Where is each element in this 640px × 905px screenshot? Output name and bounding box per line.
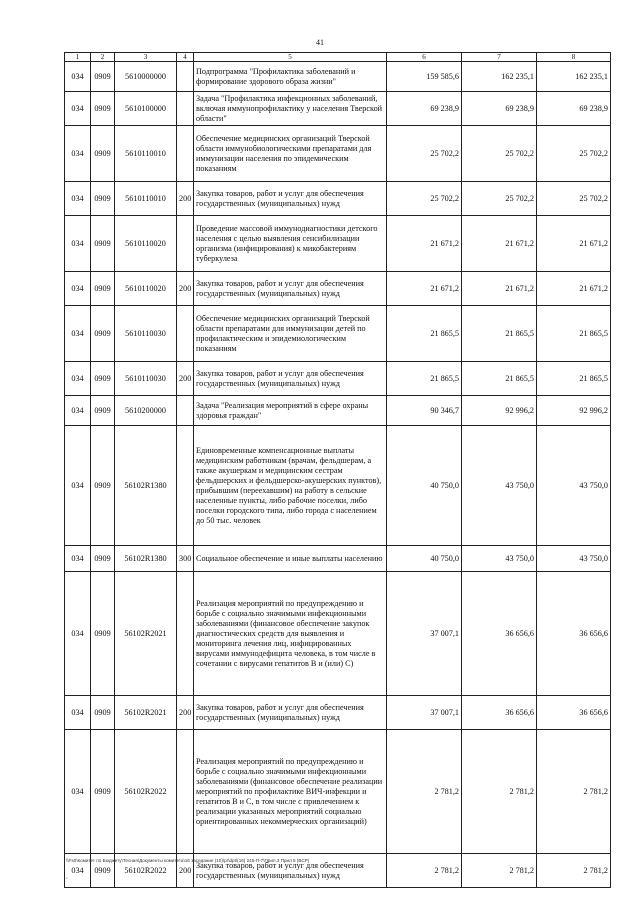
amount-cell-year1: 2 781,2 (387, 730, 462, 854)
description-cell: Закупка товаров, работ и услуг для обеспечения государственных (муниципальных) нужд (194, 182, 387, 216)
amount-cell-year2: 92 996,2 (462, 396, 537, 426)
code-cell-admin: 034 (65, 126, 91, 182)
code-cell-section: 0909 (91, 426, 115, 546)
amount-cell-year1: 21 865,5 (387, 362, 462, 396)
code-cell-admin: 034 (65, 216, 91, 272)
code-cell-admin: 034 (65, 696, 91, 730)
amount-cell-year1: 37 007,1 (387, 572, 462, 696)
header-cell: 1 (65, 53, 91, 62)
amount-cell-year1: 90 346,7 (387, 396, 462, 426)
code-cell-expense-type: 200 (177, 182, 194, 216)
amount-cell-year2: 162 235,1 (462, 62, 537, 92)
description-cell: Социальное обеспечение и иные выплаты населению (194, 546, 387, 572)
amount-cell-year3: 162 235,1 (537, 62, 611, 92)
code-cell-target: 5610110010 (115, 182, 177, 216)
code-cell-target: 56102R2022 (115, 730, 177, 854)
table-row (65, 272, 611, 306)
code-cell-target: 5610000000 (115, 62, 177, 92)
amount-cell-year3: 21 865,5 (537, 306, 611, 362)
amount-cell-year1: 40 750,0 (387, 426, 462, 546)
header-cell: 3 (115, 53, 177, 62)
code-cell-expense-type: 200 (177, 854, 194, 888)
code-cell-admin: 034 (65, 182, 91, 216)
code-cell-target: 5610110010 (115, 126, 177, 182)
amount-cell-year3: 25 702,2 (537, 182, 611, 216)
amount-cell-year2: 43 750,0 (462, 426, 537, 546)
amount-cell-year2: 2 781,2 (462, 730, 537, 854)
header-cell: 4 (177, 53, 194, 62)
amount-cell-year2: 21 865,5 (462, 362, 537, 396)
amount-cell-year2: 43 750,0 (462, 546, 537, 572)
amount-cell-year3: 69 238,9 (537, 92, 611, 126)
description-cell: Обеспечение медицинских организаций Тверской области иммунобиологическими препаратами для иммунизации населения по эпидемическим показаниям (194, 126, 387, 182)
code-cell-expense-type (177, 216, 194, 272)
code-cell-admin: 034 (65, 546, 91, 572)
code-cell-admin: 034 (65, 426, 91, 546)
code-cell-section: 0909 (91, 362, 115, 396)
amount-cell-year3: 36 656,6 (537, 696, 611, 730)
table-row (65, 572, 611, 696)
amount-cell-year2: 2 781,2 (462, 854, 537, 888)
file-path-footer: \\Fs0\Комитет по Бюджету\Тесная\Документы комитета\16 заседание (10)\pr\dpt\(16) 245-П-7\Прил.3 Прил 5 (ВСР) (66, 858, 310, 863)
amount-cell-year2: 36 656,6 (462, 572, 537, 696)
description-cell: Задача "Реализация мероприятий в сфере охраны здоровья граждан" (194, 396, 387, 426)
budget-table (64, 52, 611, 888)
amount-cell-year3: 25 702,2 (537, 126, 611, 182)
header-cell: 6 (387, 53, 462, 62)
code-cell-expense-type (177, 730, 194, 854)
code-cell-target: 5610110020 (115, 216, 177, 272)
amount-cell-year1: 159 585,6 (387, 62, 462, 92)
description-cell: Закупка товаров, работ и услуг для обеспечения государственных (муниципальных) нужд (194, 854, 387, 888)
table-row (65, 92, 611, 126)
header-row (65, 53, 611, 62)
code-cell-target: 56102R1380 (115, 546, 177, 572)
amount-cell-year1: 2 781,2 (387, 854, 462, 888)
code-cell-expense-type (177, 126, 194, 182)
description-cell: Обеспечение медицинских организаций Тверской области препаратами для иммунизации детей по профилактическим и эпидемиологическим показаниям (194, 306, 387, 362)
code-cell-section: 0909 (91, 854, 115, 888)
code-cell-target: 5610110020 (115, 272, 177, 306)
header-cell: 7 (462, 53, 537, 62)
amount-cell-year2: 21 671,2 (462, 272, 537, 306)
amount-cell-year2: 21 865,5 (462, 306, 537, 362)
amount-cell-year1: 21 671,2 (387, 216, 462, 272)
code-cell-section: 0909 (91, 216, 115, 272)
amount-cell-year3: 92 996,2 (537, 396, 611, 426)
amount-cell-year3: 36 656,6 (537, 572, 611, 696)
amount-cell-year2: 69 238,9 (462, 92, 537, 126)
code-cell-target: 5610110030 (115, 306, 177, 362)
code-cell-section: 0909 (91, 546, 115, 572)
code-cell-expense-type: 200 (177, 362, 194, 396)
code-cell-target: 56102R2021 (115, 696, 177, 730)
code-cell-section: 0909 (91, 572, 115, 696)
description-cell: Закупка товаров, работ и услуг для обеспечения государственных (муниципальных) нужд (194, 696, 387, 730)
code-cell-section: 0909 (91, 272, 115, 306)
table-row (65, 426, 611, 546)
code-cell-expense-type (177, 92, 194, 126)
code-cell-section: 0909 (91, 306, 115, 362)
table-row (65, 396, 611, 426)
table-row (65, 62, 611, 92)
corner-mark: * (66, 876, 68, 881)
code-cell-expense-type (177, 396, 194, 426)
amount-cell-year3: 21 671,2 (537, 272, 611, 306)
description-cell: Закупка товаров, работ и услуг для обеспечения государственных (муниципальных) нужд (194, 272, 387, 306)
code-cell-target: 5610110030 (115, 362, 177, 396)
code-cell-section: 0909 (91, 730, 115, 854)
description-cell: Реализация мероприятий по предупреждению и борьбе с социально значимыми инфекционными заболеваниями (финансовое обеспечение реализации мероприятий по профилактике ВИЧ-инфекции и гепатитов В и С, в том числе с привлечением к реализации указанных мероприятий социально ориентированных некоммерческих организаций) (194, 730, 387, 854)
code-cell-admin: 034 (65, 396, 91, 426)
code-cell-expense-type (177, 306, 194, 362)
code-cell-expense-type (177, 62, 194, 92)
table-row (65, 696, 611, 730)
amount-cell-year1: 40 750,0 (387, 546, 462, 572)
table-row (65, 306, 611, 362)
amount-cell-year1: 25 702,2 (387, 182, 462, 216)
amount-cell-year1: 69 238,9 (387, 92, 462, 126)
code-cell-target: 56102R2022 (115, 854, 177, 888)
amount-cell-year3: 43 750,0 (537, 546, 611, 572)
description-cell: Реализация мероприятий по предупреждению и борьбе с социально значимыми инфекционными заболеваниями (финансовое обеспечение закупок диагностических средств для выявления и мониторинга лечения лиц, инфицированных вирусами иммунодефицита человека, в том числе в сочетании с вирусами гепатитов В и (или) С) (194, 572, 387, 696)
amount-cell-year3: 2 781,2 (537, 854, 611, 888)
amount-cell-year1: 21 865,5 (387, 306, 462, 362)
code-cell-expense-type: 200 (177, 696, 194, 730)
code-cell-admin: 034 (65, 730, 91, 854)
table-row (65, 216, 611, 272)
amount-cell-year1: 25 702,2 (387, 126, 462, 182)
code-cell-section: 0909 (91, 92, 115, 126)
code-cell-admin: 034 (65, 572, 91, 696)
table-row (65, 126, 611, 182)
table-row (65, 182, 611, 216)
code-cell-expense-type (177, 426, 194, 546)
header-cell: 2 (91, 53, 115, 62)
table-row (65, 546, 611, 572)
code-cell-admin: 034 (65, 92, 91, 126)
description-cell: Единовременные компенсационные выплаты медицинским работникам (врачам, фельдшерам, а также акушеркам и медицинским сестрам фельдшерских и фельдшерско-акушерских пунктов), прибывшим (переехавшим) на работу в сельские населенные пункты, либо рабочие поселки, либо поселки городского типа, либо города с населением до 50 тыс. человек (194, 426, 387, 546)
header-cell: 5 (194, 53, 387, 62)
code-cell-section: 0909 (91, 62, 115, 92)
table-row (65, 362, 611, 396)
code-cell-target: 5610100000 (115, 92, 177, 126)
header-cell: 8 (537, 53, 611, 62)
amount-cell-year3: 2 781,2 (537, 730, 611, 854)
code-cell-section: 0909 (91, 696, 115, 730)
code-cell-expense-type: 200 (177, 272, 194, 306)
table-row (65, 730, 611, 854)
description-cell: Проведение массовой иммунодиагностики детского населения с целью выявления сенсибилизации организма (инфицирования) к микобактериям туберкулеза (194, 216, 387, 272)
description-cell: Закупка товаров, работ и услуг для обеспечения государственных (муниципальных) нужд (194, 362, 387, 396)
amount-cell-year3: 21 865,5 (537, 362, 611, 396)
code-cell-expense-type (177, 572, 194, 696)
code-cell-target: 56102R2021 (115, 572, 177, 696)
amount-cell-year2: 36 656,6 (462, 696, 537, 730)
code-cell-admin: 034 (65, 272, 91, 306)
amount-cell-year1: 37 007,1 (387, 696, 462, 730)
description-cell: Задача "Профилактика инфекционных заболеваний, включая иммунопрофилактику у населения Тверской области" (194, 92, 387, 126)
code-cell-admin: 034 (65, 854, 91, 888)
code-cell-admin: 034 (65, 306, 91, 362)
code-cell-target: 56102R1380 (115, 426, 177, 546)
amount-cell-year1: 21 671,2 (387, 272, 462, 306)
amount-cell-year2: 25 702,2 (462, 182, 537, 216)
code-cell-section: 0909 (91, 396, 115, 426)
page-number: 41 (316, 38, 324, 47)
amount-cell-year3: 21 671,2 (537, 216, 611, 272)
amount-cell-year2: 25 702,2 (462, 126, 537, 182)
code-cell-admin: 034 (65, 362, 91, 396)
code-cell-target: 5610200000 (115, 396, 177, 426)
code-cell-admin: 034 (65, 62, 91, 92)
code-cell-expense-type: 300 (177, 546, 194, 572)
code-cell-section: 0909 (91, 182, 115, 216)
description-cell: Подпрограмма "Профилактика заболеваний и формирование здорового образа жизни" (194, 62, 387, 92)
amount-cell-year2: 21 671,2 (462, 216, 537, 272)
amount-cell-year3: 43 750,0 (537, 426, 611, 546)
code-cell-section: 0909 (91, 126, 115, 182)
